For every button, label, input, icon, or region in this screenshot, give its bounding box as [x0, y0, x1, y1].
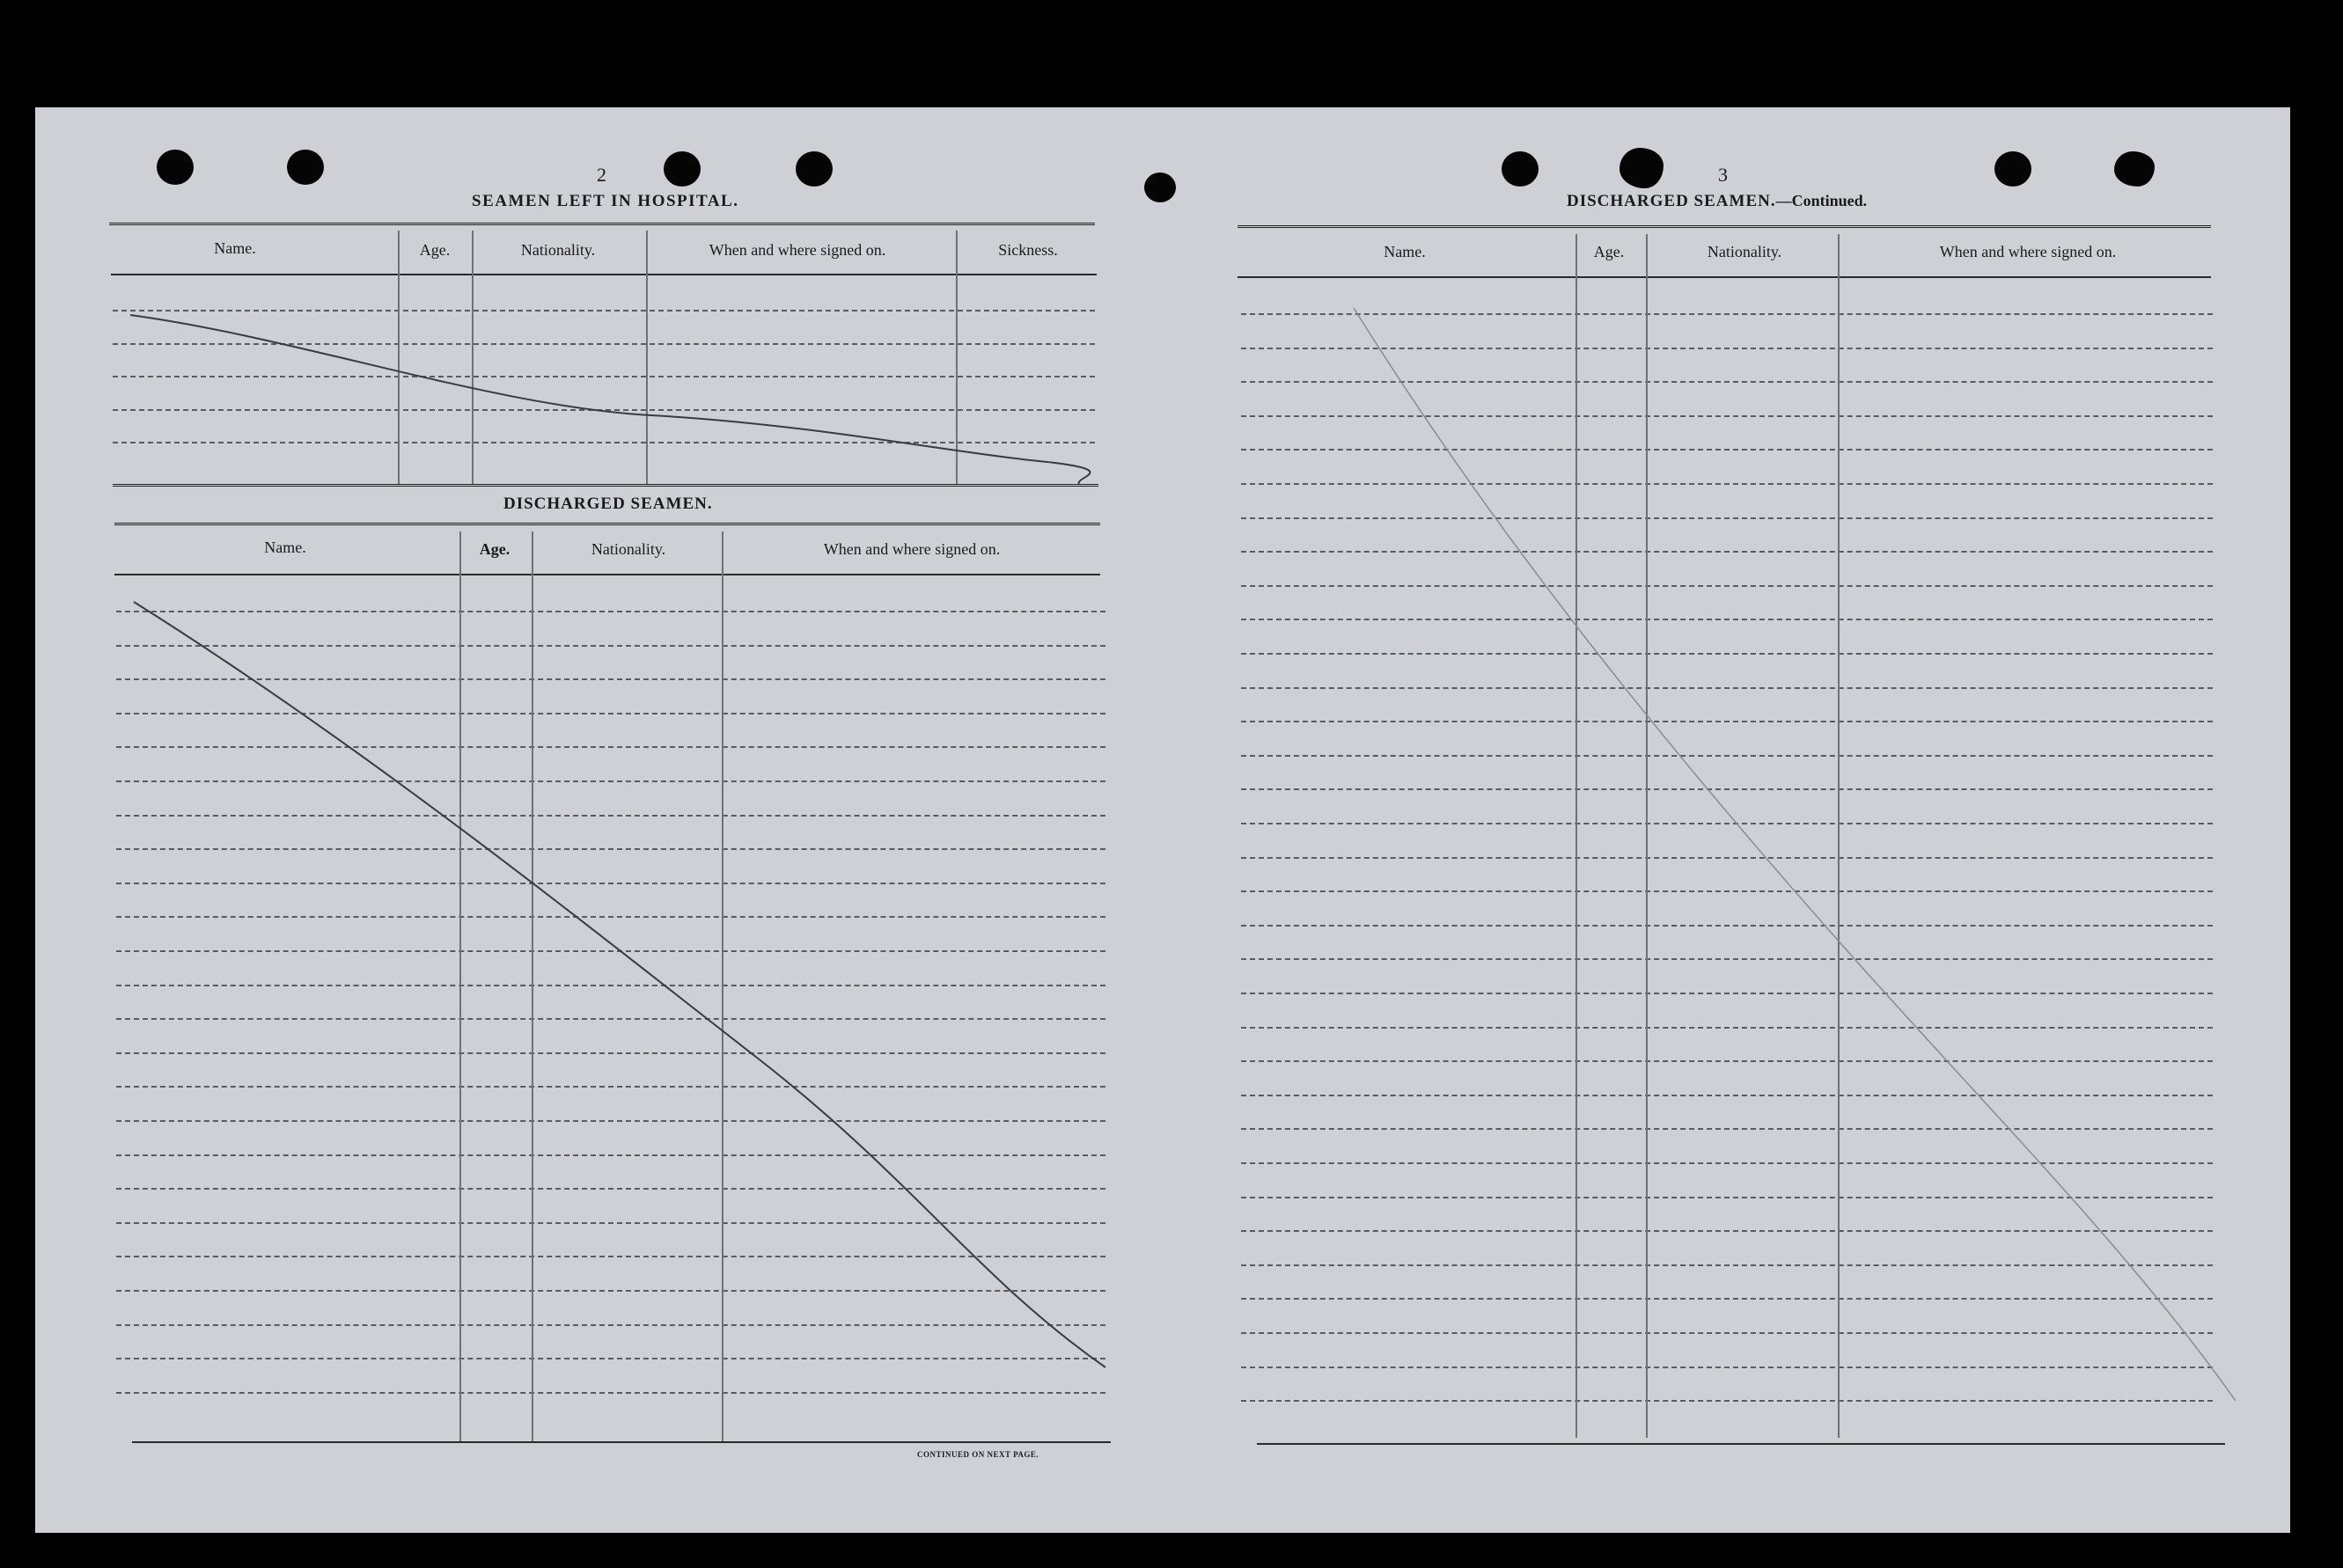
right-title-main: DISCHARGED SEAMEN.	[1567, 192, 1776, 210]
hospital-col-sickness: Sickness.	[998, 241, 1058, 259]
right-cancel-stroke	[1354, 308, 2236, 1401]
hospital-col-signed-on: When and where signed on.	[709, 241, 886, 259]
right-title-suffix: —Continued.	[1775, 192, 1868, 209]
hospital-cancel-stroke	[130, 315, 1090, 484]
hospital-col-name: Name.	[214, 239, 256, 257]
continued-footer: CONTINUED ON NEXT PAGE.	[917, 1450, 1039, 1459]
discharged-col-signed-on: When and where signed on.	[823, 540, 1001, 558]
discharged-col-name: Name.	[264, 539, 306, 556]
discharged-section-title: DISCHARGED SEAMEN.	[503, 495, 713, 513]
right-col-age: Age.	[1593, 243, 1625, 260]
cancellation-strokes	[35, 107, 2290, 1533]
discharged-cancel-stroke	[134, 602, 1105, 1367]
discharged-col-age: Age.	[479, 540, 510, 558]
hospital-col-age: Age.	[419, 241, 451, 259]
right-col-signed-on: When and where signed on.	[1939, 243, 2117, 260]
ledger-sheet	[35, 107, 2290, 1533]
discharged-col-nationality: Nationality.	[591, 540, 666, 558]
right-col-name: Name.	[1384, 243, 1426, 260]
hospital-col-nationality: Nationality.	[520, 241, 596, 259]
left-page-number: 2	[597, 164, 606, 186]
hospital-section-title: SEAMEN LEFT IN HOSPITAL.	[472, 192, 739, 210]
right-col-nationality: Nationality.	[1707, 243, 1782, 260]
right-page-number: 3	[1718, 164, 1728, 186]
